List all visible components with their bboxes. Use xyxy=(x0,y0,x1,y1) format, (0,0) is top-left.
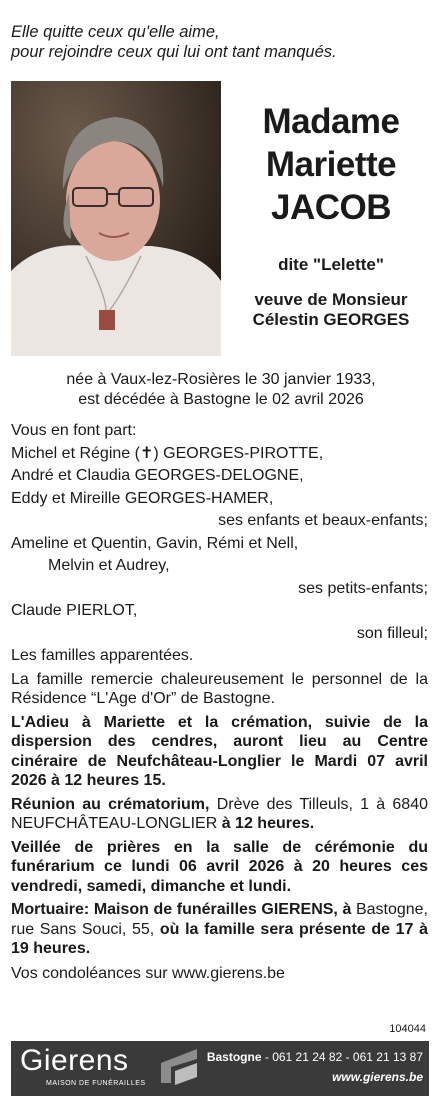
death-line: est décédée à Bastogne le 02 avril 2026 xyxy=(78,391,364,408)
condolences-line: Vos condoléances sur www.gierens.be xyxy=(11,964,285,982)
website: www.gierens.be xyxy=(332,1070,423,1084)
epigraph xyxy=(11,22,431,62)
grandchildren-role: ses petits-enfants; xyxy=(298,579,428,597)
first-name: Mariette xyxy=(265,145,397,184)
epigraph-line-1: Elle quitte ceux qu'elle aime, xyxy=(11,23,220,41)
announcement-body xyxy=(11,420,428,985)
mortuary-address: Bastogne, rue Sans Souci, 55, xyxy=(11,901,429,938)
widow-of xyxy=(226,290,436,330)
thanks-paragraph: La famille remercie chaleureusement le personnel de la Résidence “L'Age d'Or” de Bastogne. xyxy=(11,670,428,707)
emblem-icon xyxy=(157,1045,203,1091)
godson: Claude PIERLOT, xyxy=(11,602,138,619)
deceased-name xyxy=(226,100,436,229)
last-name: JACOB xyxy=(270,188,392,227)
phone-numbers: - 061 21 24 82 - 061 21 13 87 xyxy=(261,1050,423,1064)
funeral-home-banner xyxy=(11,1041,429,1096)
logo-subtitle: MAISON DE FUNÉRAILLES xyxy=(46,1080,146,1087)
widow-line-1: veuve de Monsieur xyxy=(254,290,408,309)
phone-line xyxy=(207,1047,423,1067)
title: Madame xyxy=(262,102,400,141)
grandchildren-2: Melvin et Audrey, xyxy=(48,557,170,574)
portrait-image xyxy=(11,81,221,356)
birth-line: née à Vaux-lez-Rosières le 30 janvier 1933, xyxy=(66,371,376,388)
mortuary-paragraph xyxy=(11,900,428,959)
relatives: Les familles apparentées. xyxy=(11,647,194,664)
widow-line-2: Célestin GEORGES xyxy=(252,310,410,329)
mortuary-hours: où la famille sera présente de 17 à 19 heures. xyxy=(11,920,428,957)
meeting-time: à 12 heures. xyxy=(221,815,315,832)
child-1: Michel et Régine (✝) GEORGES-PIROTTE, xyxy=(11,444,324,462)
godson-role: son filleul; xyxy=(356,624,428,642)
portrait-photo xyxy=(11,81,221,356)
meeting-label: Réunion au crématorium, xyxy=(11,795,210,813)
gierens-logo: Gierens xyxy=(20,1044,129,1077)
mortuary-label: Mortuaire: Maison de funérailles GIERENS, à xyxy=(11,901,352,918)
ceremony-paragraph: L'Adieu à Mariette et la crémation, suivie de la dispersion des cendres, auront lieu au Centre cinéraire de Neufchâteau-Longlier le Mardi 07 avril 2026 à 12 heures 15. xyxy=(11,713,428,789)
child-3: Eddy et Mireille GEORGES-HAMER, xyxy=(11,489,274,507)
vigil-paragraph: Veillée de prières en la salle de cérémonie du funérarium ce lundi 06 avril 2026 à 20 heures ces vendredi, samedi, dimanche et lundi. xyxy=(11,838,428,895)
grandchildren-1: Ameline et Quentin, Gavin, Rémi et Nell, xyxy=(11,534,299,552)
birth-death-dates xyxy=(11,370,431,410)
nickname: dite "Lelette" xyxy=(278,255,384,274)
epigraph-line-2: pour rejoindre ceux qui lui ont tant manqués. xyxy=(11,43,337,61)
children-role: ses enfants et beaux-enfants; xyxy=(218,512,428,529)
contact-info xyxy=(207,1047,423,1087)
intro: Vous en font part: xyxy=(11,422,137,439)
reference-code: 104044 xyxy=(389,1023,426,1035)
meeting-address: Drève des Tilleuls, 1 à 6840 NEUFCHÂTEAU-LONGLIER xyxy=(11,795,428,832)
meeting-paragraph xyxy=(11,795,428,834)
child-2: André et Claudia GEORGES-DELOGNE, xyxy=(11,467,304,484)
city: Bastogne xyxy=(206,1050,262,1064)
